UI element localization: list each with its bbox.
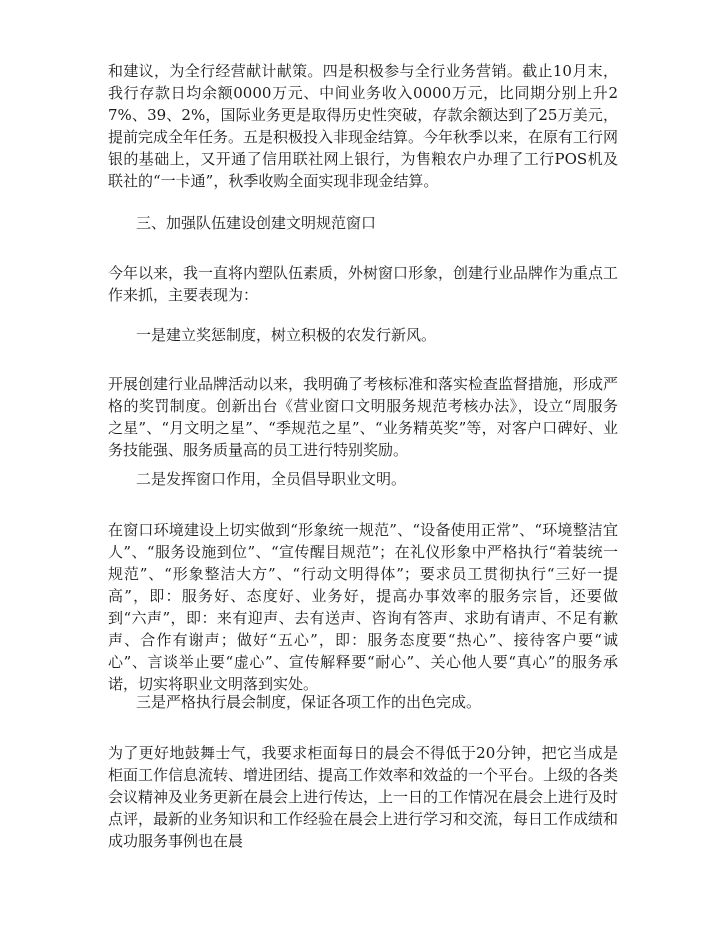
paragraph-window-role: 在窗口环境建设上切实做到“形象统一规范”、“设备使用正常”、“环境整洁宜人”、“服务设施到位”、“宣传醒目规范”；在礼仪形象中严格执行“着装统一规范”、“形象整洁大方”、“行动文明得体”；要求员工贯彻执行“三好一提高”，即：服务好、态度好、业务好，提高办事效率的服务宗旨，还要做到“六声”，即：来有迎声、去有送声、咨询有答声、求助有请声、不足有歉声、合作有谢声；做好“五心”，即：服务态度要“热心”、接待客户要“诚心”、言谈举止要“虚心”、宣传解释要“耐心”、关心他人要“真心”的服务承诺，切实将职业文明落到实处。 xyxy=(108,521,618,693)
section-heading-team-building: 三、加强队伍建设创建文明规范窗口 xyxy=(136,214,377,232)
paragraph-morning-meeting: 为了更好地鼓舞士气，我要求柜面每日的晨会不得低于20分钟，把它当成是柜面工作信息流转、增进团结、提高工作效率和效益的一个平台。上级的各类会议精神及业务更新在晨会上进行传达，上一日的工作情况在晨会上进行及时点评，最新的业务知识和工作经验在晨会上进行学习和交流，每日工作成绩和成功服务事例也在晨 xyxy=(108,744,619,850)
paragraph-reward-system: 开展创建行业品牌活动以来，我明确了考核标准和落实检查监督措施，形成严格的奖罚制度。创新出台《营业窗口文明服务规范考核办法》，设立“周服务之星”、“月文明之星”、“季规范之星”、“业务精英奖”等，对客户口碑好、业务技能强、服务质量高的员工进行特别奖励。 xyxy=(108,375,619,459)
paragraph-business-marketing: 和建议，为全行经营献计献策。四是积极参与全行业务营销。截止10月末，我行存款日均余额0000万元、中间业务收入0000万元，比同期分别上升27%、39、2%，国际业务更是取得历史性突破，存款余额达到了25万美元，提前完成全年任务。五是积极投入非现金结算。今年秋季以来，在原有工行网银的基础上，又开通了信用联社网上银行，为售粮农户办理了工行POS机及联社的“一卡通”，秋季收购全面实现非现金结算。 xyxy=(108,62,619,190)
subheading-window-role: 二是发挥窗口作用，全员倡导职业文明。 xyxy=(136,470,407,488)
subheading-morning-meeting: 三是严格执行晨会制度，保证各项工作的出色完成。 xyxy=(136,693,482,711)
paragraph-team-intro: 今年以来，我一直将内塑队伍素质，外树窗口形象，创建行业品牌作为重点工作来抓，主要表现为： xyxy=(108,264,619,304)
subheading-reward-system: 一是建立奖惩制度，树立积极的农发行新风。 xyxy=(136,326,437,344)
